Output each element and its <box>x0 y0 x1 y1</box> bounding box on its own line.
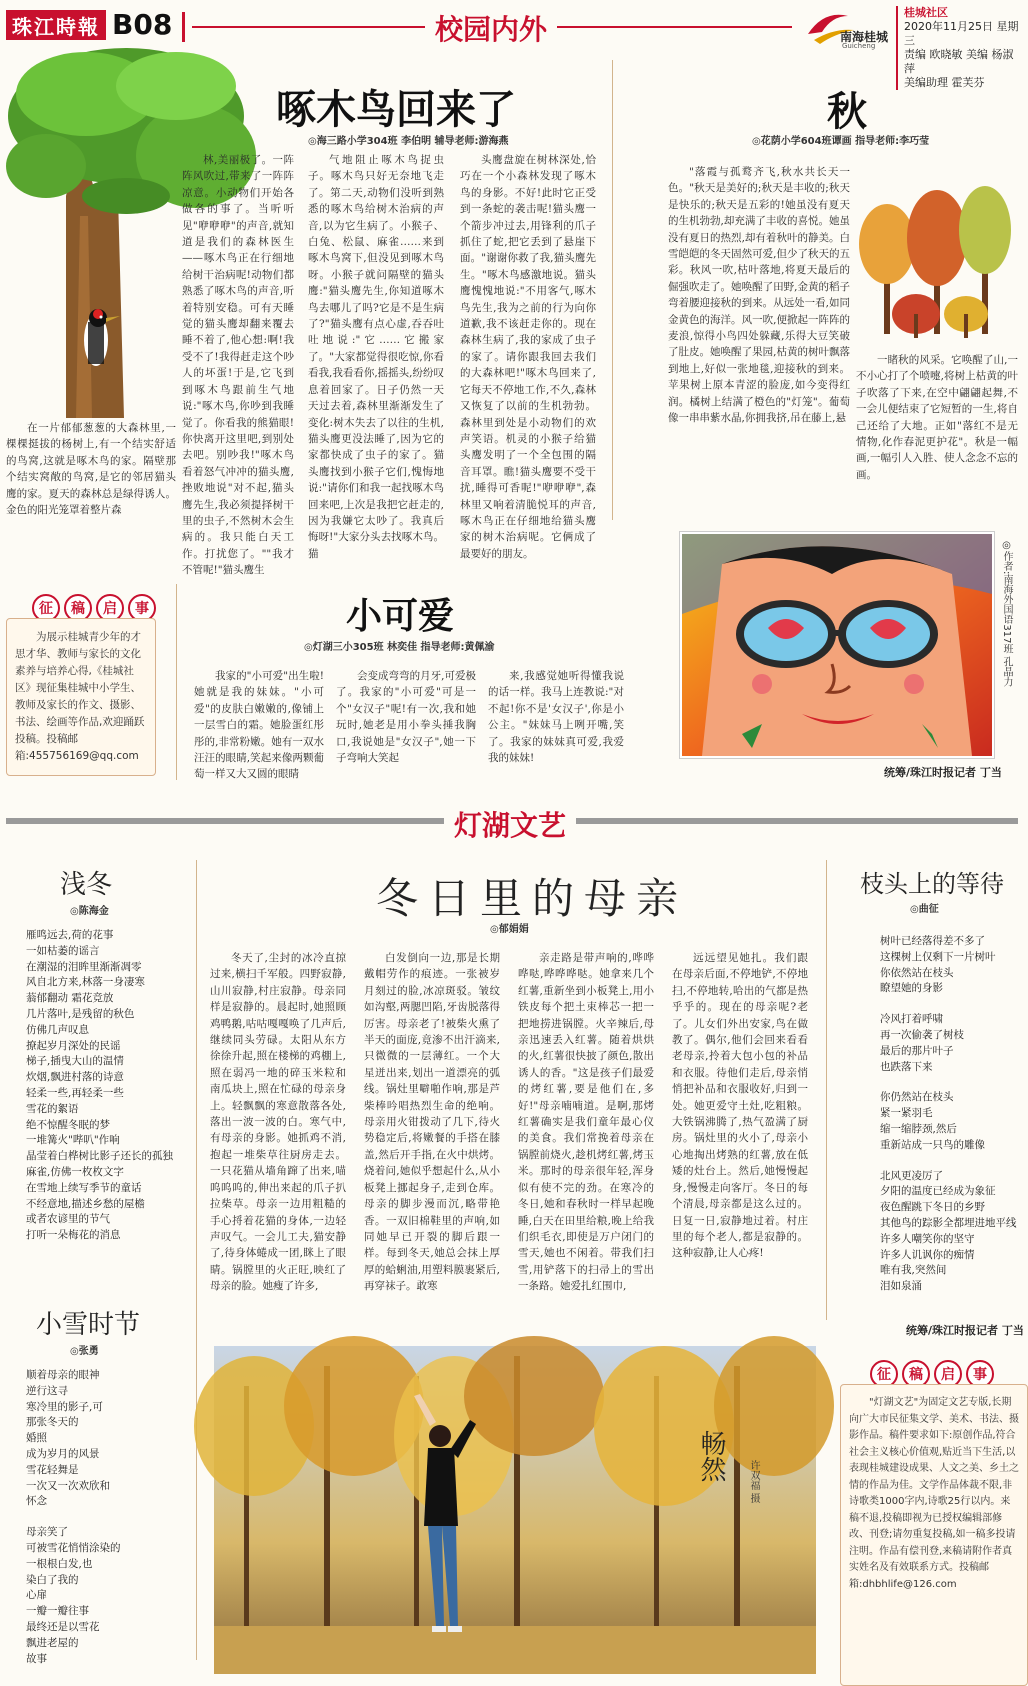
editors-line-1: 责编 欧晓敏 美编 杨淑萍 <box>904 48 1014 75</box>
notice-tag-char: 征 <box>870 1360 898 1388</box>
woodpecker-column-2: 气地阻止啄木鸟捉虫子。啄木鸟只好无奈地飞走了。第二天,动物们没听到熟悉的啄木鸟给树木治病的声音,以为它生病了。小猴子、白兔、松鼠、麻雀……来到啄木鸟窝下,但没见到啄木鸟呀。小猴子就问隔壁的猫头鹰:"猫头鹰先生,你知道啄木鸟去哪儿了吗?它是不是生病了?"猫头鹰有点心虚,吞吞吐吐地说:"它……它搬家了。"大家都觉得很吃惊,你看看我,我看看你,摇摇头,纷纷叹息着回家了。日子仍然一天天过去着,森林里渐渐发生了变化:树木失去了以往的生机,猫头鹰更没法睡了,因为它的家都快成了虫子的家了。猫头鹰找到小猴子它们,愧悔地说:"请你们和我一起找啄木鸟回来吧,上次是我把它赶走的,因为我嫌它太吵了。我真后悔呀!"大家分头去找啄木鸟。猫 <box>308 154 445 560</box>
autumn-title: 秋 <box>827 89 867 135</box>
notice-tag-char: 稿 <box>64 594 92 622</box>
woodpecker-column-3: 头鹰盘旋在树林深处,恰巧在一个小森林发现了啄木鸟的身影。不好!此时它正受到一条蛇的袭击呢!猫头鹰一个箭步冲过去,用锋利的爪子抓住了蛇,把它丢到了悬崖下面。"谢谢你救了我,猫头鹰先生。"啄木鸟感激地说。猫头鹰愧愧地说:"不用客气,啄木鸟先生,我为之前的行为向你道歉,我不该赶走你的。现在森林生病了,我的家成了虫子的家了。请你跟我回去我们的大森林吧!"啄木鸟回来了,它每天不停地工作,不久,森林又恢复了以前的生机勃勃。森林里到处是小动物们的欢声笑语。机灵的小猴子给猫头鹰发明了一个全包围的隔音耳罩。瞧!猫头鹰要不受干扰,睡得可香呢!"咿咿咿",森林里又响着清脆悦耳的声音,啄木鸟正在仔细地给猫头鹰家的树木治病呢。它俩成了最要好的朋友。 <box>460 154 596 560</box>
masthead-info <box>896 6 1024 90</box>
poem1-author: ◎陈海金 <box>70 906 109 917</box>
woodpecker-title: 啄木鸟回来了 <box>276 87 516 133</box>
painting-credit: ◎作者:南海外国语317班 孔晶力 <box>1001 540 1012 687</box>
page-number: B08 <box>112 8 173 41</box>
mother-author: ◎郁娟娟 <box>490 924 529 935</box>
autumn-trees-illustration <box>856 164 1018 344</box>
column-divider <box>176 584 177 780</box>
poem1-title: 浅冬 <box>60 870 113 900</box>
column-divider <box>612 60 613 520</box>
autumn-byline: ◎花荫小学604班谭画 指导老师:李巧莹 <box>752 136 930 147</box>
notice-tag-char: 事 <box>128 594 156 622</box>
issue-date: 2020年11月25日 星期三 <box>904 20 1019 47</box>
woodpecker-column-1-top: 林,美丽极了。一阵阵风吹过,带来了一阵阵凉意。小动物们开始各做各的事了。当听听见"咿咿咿"的声音,就知道是我们的森林医生——啄木鸟正在行细地给树干治病呢!动物们都熟悉了啄木鸟的声音,听着特别安稳。可有天睡觉的猫头鹰却翻来覆去睡不着了,他心想:啊!我受不了!我得赶走这个吵人的坏蛋!于是,它飞到到啄木鸟跟前生气地说:"啄木鸟,你吵到我睡觉了。你看我的熊猫眼!你快离开这里吧,到别处去吧。别吵我!"啄木鸟看着怒气冲冲的猫头鹰,挫败地说"对不起,猫头鹰先生,我必须提择树干里的虫子,不然树木会生病的。我只能白天工作。打扰您了。""我才不管呢!"猫头鹰生 <box>182 154 294 577</box>
notice-text: 为展示桂城青少年的才思才华、教师与家长的文化素养与培养心得,《桂城社区》现征集桂城中小学生、教师及家长的作文、摄影、书法、绘画等作品,欢迎踊跃投稿。投稿邮箱:455756169@qq.com <box>15 631 145 762</box>
poem3-title: 枝头上的等待 <box>860 870 1004 898</box>
notice-tag-char: 启 <box>934 1360 962 1388</box>
poem2-title: 小雪时节 <box>36 1310 141 1340</box>
notice-tag-char: 征 <box>32 594 60 622</box>
child-painting <box>680 532 994 758</box>
autumn-column-1: "落霞与孤鹜齐飞,秋水共长天一色。"秋天是美好的;秋天是丰收的;秋天是快乐的;秋天是五彩的!她虽没有夏天的生机勃勃,却充满了丰收的喜悦。她虽没有夏日的热烈,却有着秋叶的静美。白雪皑皑的冬天固然可爱,但少了秋天的五彩。秋风一吹,枯叶落地,将夏天最后的倔强吹走了。她唤醒了田野,金黄的稻子弯着腰迎接秋的到来。从远处一看,如同金黄色的海洋。风一吹,便掀起一阵阵的麦浪,惊得小鸟四处躲藏,乐得大豆笑破了肚皮。她唤醒了果园,枯黄的树叶飘落到地上,好似一张地毯,迎接秋的到来。苹果树上原本青涩的脸庞,如今变得红润。橘树上结满了橙色的"灯笼"。葡萄像一串串紫水晶,你拥我挤,吊在藤上,悬 <box>668 166 850 425</box>
brand-logo <box>804 6 890 52</box>
woodpecker-byline: ◎海三路小学304班 李伯明 辅导老师:游海燕 <box>308 136 509 147</box>
credit-top: 统筹/珠江时报记者 丁当 <box>884 766 1002 779</box>
photo-title: 畅然 <box>696 1430 726 1482</box>
poem2-body: 顺着母亲的眼神 逆行这寻 寒冷里的影子,可 那张冬天的 婚照 成为岁月的风景 雪花轻舞是 一次又一次欢欣和 怀念 母亲笑了 可被雪花悄悄涂染的 一根根白发,也 染白了我的 心扉 一瓣一瓣往事 最终还是以雪花 飘进老屋的 故事 <box>26 1369 121 1665</box>
autumn-column-2: 一睹秋的风采。它唤醒了山,一不小心打了个喷嚏,将树上枯黄的叶子吹落了下来,在空中翩翩起舞,不一会儿便结束了它短暂的一生,将自己还给了大地。正如"落红不是无情物,化作春泥更护花"。秋是一幅画,一幅引人入胜、使人念念不忘的画。 <box>856 354 1018 481</box>
mother-column-3: 亲走路是带声响的,哗哗哗哒,哗哗哗哒。她拿来几个红薯,重新坐到小板凳上,用小铁皮每个把土束棒芯一把一把地捞进锅膛。火辛辣后,母亲迅速丢入红薯。随着烘烘的火,红薯很快披了颜色,散出诱人的香。"这是孩子们最爱的烤红薯,要是他们在,多好!"母亲喃喃道。是啊,那烤红薯确实是我们童年最心仪的美食。我们常挽着母亲在锅膛前烧火,趁机烤红薯,烤玉米。那时的母亲很年轻,浑身似有使不完的劲。在寒冷的冬日,她和春秋时一样早起晚睡,白天在田里给粮,晚上给我们织毛衣,即使是万户闭门的雪天,她也不闲着。带我们扫雪,用铲落下的扫帚上的雪出一条路。她爱扎红围巾, <box>518 952 654 1293</box>
paper-logo: 珠江時報 <box>6 10 106 40</box>
notice-box-bottom <box>840 1384 1028 1686</box>
photo-credit: 许双福 摄 <box>748 1460 759 1504</box>
notice-text: "灯湖文艺"为固定文艺专版,长期向广大市民征集文学、美术、书法、摄影作品。稿件要求如下:原创作品,符合社会主义核心价值观,贴近当下生活,以表现桂城建设成果、人文之美、乡土之情的作品为佳。文学作品体裁不限,非诗歌类1000字内,诗歌25行以内。来稿不退,投稿即视为已授权编辑部修改、刊登;请勿重复投稿,如一稿多投请注明。作品有偿刊登,来稿请附作者真实姓名及有效联系方式。投稿邮箱:dhbhlife@126.com <box>849 1397 1019 1590</box>
column-divider <box>826 860 827 1320</box>
poem3-body: 树叶已经落得差不多了 这棵树上仅剩下一片树叶 你依然站在枝头 瞭望她的身影 冷风打着呼啸 再一次偷袭了树枝 最后的那片叶子 也跌落下来 你仍然站在枝头 紧一紧羽毛 缩一缩脖颈,然后 重新站成一只鸟的雕像 北风更凌厉了 夕阳的温度已经成为象征 夜色醒跳下冬日的乡野 其他鸟的踪影全都埋进地平线 许多人嘲笑你的坚守 许多人讥讽你的痴情 唯有我,突然间 泪如泉涌 <box>880 935 1017 1293</box>
mother-column-2: 白发倒向一边,那是长期戴帽劳作的痕迹。一张被岁月刻过的脸,冰凉斑驳。皱纹如沟壑,两腮凹陷,牙齿脱落得厉害。母亲老了!被柴火熏了半天的面庞,竟渗不出汗滴来,只微微的一层薄红。一个大星迸出来,划出一道漂亮的弧线。锅灶里噼啪作响,那是芦柴棒吟唱热烈生命的绝响。母亲用火钳拨动了几下,待火势稳定后,将嫩餐的手搭在膝盖,然后开手指,在火中烘烤。烧着问,她似乎想起什么,从小板凳上挪起身子,走到仓库。母亲的脚步漫而沉,略带艳香。一双旧棉鞋里的声响,如同她早已开裂的脚后跟一样。每到冬天,她总会抹上厚厚的蛤蜊油,用塑料膜裹紧后,再穿袜子。敢寒 <box>364 952 500 1293</box>
mother-column-1: 冬天了,尘封的冰冷直掠过来,横扫千军般。四野寂静,山川寂静,村庄寂静。母亲同样是寂静的。晨起时,她照顾鸡鸭鹅,咕咕嘎嘎唤了几声后,继续同头劳碌。太阳从东方徐徐升起,照在楼梯的鸡棚上,照在弱冯一地的碎玉米粒和南瓜块上,照在忙碌的母亲身上。轻飘飘的寒意散落各处,落出一波一波的白。寒气中,有母亲的身影。她抓鸡不消,抱起一堆柴草往厨房走去。一只花猫从墙角蹿了出来,喵呜呜呜的,伸出来起的爪子扒拉柴草。母亲一边用粗糙的手心捋着花猫的身体,一边轻声叹气。一会儿工夫,猫安静了,待身体蜷成一团,眯上了眼睛。锅膛里的火正旺,映红了母亲的脸。她瘦了许多, <box>210 952 346 1293</box>
cute-title: 小可爱 <box>346 596 455 637</box>
notice-tag-char: 启 <box>96 594 124 622</box>
mother-column-4: 远远望见她扎。我们跟在母亲后面,不停地铲,不停地扫,不停地转,哈出的气都是热乎乎的。现在的母亲呢?老了。儿女们外出安家,鸟在做教了。偶尔,他们会回来看看老母亲,拎着大包小包的补品和衣服。待他们走后,母亲悄悄把补品和衣服收好,归到一处。她更爱守土灶,吃粗粮。大铁锅沸腾了,热气盈满了厨房。锅灶里的火小了,母亲小心地掏出烤熟的红薯,放在低矮的灶台上。然后,她慢慢起身,慢慢走向客厅。冬日的每个清晨,母亲都是这么过的。日复一日,寂静地过着。村庄里的每个老人,都是寂静的。这种寂静,让人心疼! <box>672 952 808 1260</box>
section-title-campus: 校园内外 <box>425 8 557 48</box>
woodpecker-column-1-bottom: 在一片郁郁葱葱的大森林里,一棵棵挺拔的杨树上,有一个结实舒适的鸟窝,这就是啄木鸟的家。隔壁那个结实窝敞的鸟窝,是它的邻居猫头鹰的家。夏天的森林总是绿得诱人。金色的阳光笼罩着整片森 <box>6 422 176 517</box>
section-title-denghu: 灯湖文艺 <box>444 804 576 844</box>
cute-column-3: 来,我感觉她听得懂我说的话一样。我马上连教说:"对不起!你不是'女汉子',你是小公主。"妹妹马上咧开嘴,笑了。我家的妹妹真可爱,我爱我的妹妹! <box>488 670 624 765</box>
cute-column-1: 我家的"小可爱"出生啦!她就是我的妹妹。"小可爱"的皮肤白嫩嫩的,像铺上一层雪白的霜。她脸蛋红彤彤的,非常粉嫩。她有一双水汪汪的眼睛,笑起来像两颗葡萄一样又大又圆的眼睛 <box>194 670 324 781</box>
notice-tag-char: 稿 <box>902 1360 930 1388</box>
cute-column-2: 会变成弯弯的月牙,可爱极了。我家的"小可爱"可是一个"女汉子"呢!有一次,我和她玩时,她老是用小拳头捶我胸口,我说她是"女汉子",她一下子弯响大笑起 <box>336 670 476 765</box>
column-name: 桂城社区 <box>904 6 948 19</box>
notice-box-top <box>6 618 156 776</box>
poem3-author: ◎曲征 <box>910 904 939 915</box>
brand-sub: Guicheng <box>842 42 876 50</box>
cute-byline: ◎灯湖三小305班 林奕佳 指导老师:黄佩渝 <box>304 642 495 653</box>
notice-tag-char: 事 <box>966 1360 994 1388</box>
poem1-body: 雁鸣远去,荷的花事 一如枯萎的谣言 在潮湿的泪眸里渐渐凋零 风自北方来,林落一身凄寒 蓊郁翻动 霜花竞放 几片落叶,是残留的秋色 仿佛几声叹息 撩起岁月深处的民谣 梯子,插曳大山的温情 炊烟,飘进村落的诗意 轻柔一些,再轻柔一些 雪花的絮语 绝不惊醒冬眠的梦 一堆篝火"哔叭"作响 晶莹着白桦树比影子还长的孤独 麻雀,仿佛一枚枚文字 在雪地上续写季节的童话 不经意地,描述乡愁的屋檐 或者农谚里的节气 打听一朵梅花的消息 <box>26 929 173 1242</box>
brand-name: 南海桂城 <box>840 30 889 44</box>
photo-ginkgo <box>214 1346 816 1674</box>
column-divider <box>196 860 197 1660</box>
masthead-separator <box>182 12 185 42</box>
mother-title: 冬日里的母亲 <box>376 874 689 923</box>
poem2-author: ◎张勇 <box>70 1346 99 1357</box>
editors-line-2: 美编助理 霍芙芬 <box>904 76 985 89</box>
credit-bottom: 统筹/珠江时报记者 丁当 <box>906 1324 1024 1337</box>
